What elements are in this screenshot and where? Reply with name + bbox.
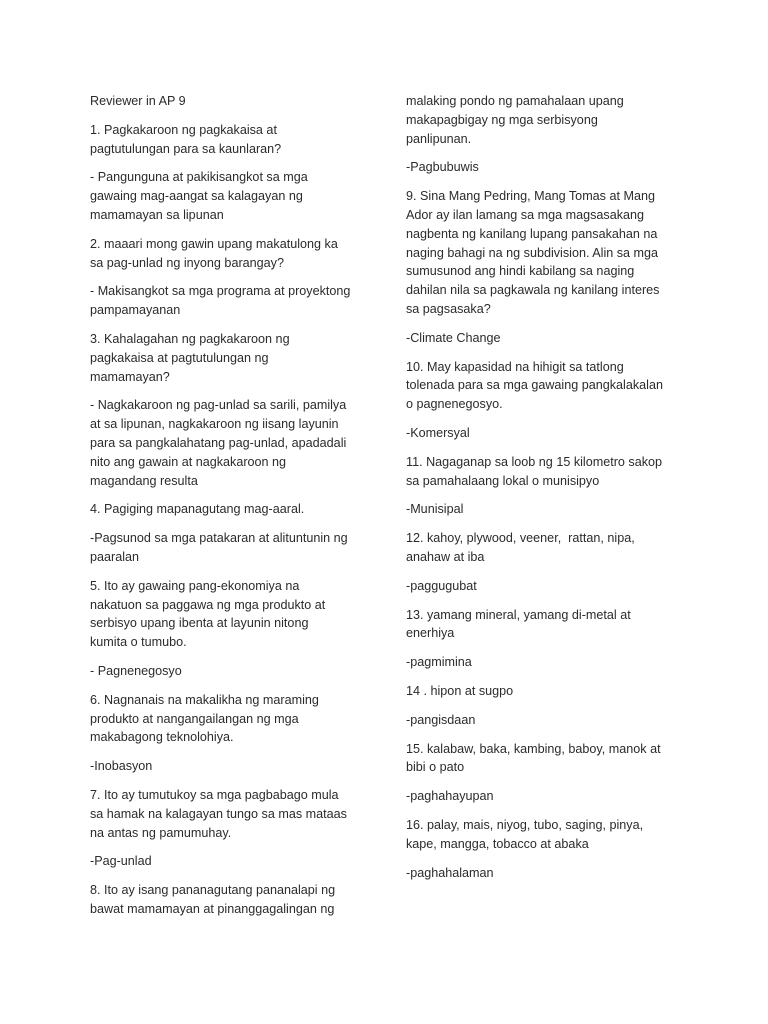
question-9: 9. Sina Mang Pedring, Mang Tomas at Mang Ador ay ilan lamang sa mga magsasakang nagbenta ng kanilang lupang pansakahan na naging bahagi na ng subdivision. Alin sa mga sumusunod ang hindi kabilang sa naging dahilan nila sa pagkawala ng kanilang interes sa pagsasaka? [406,189,660,316]
question-15: 15. kalabaw, baka, kambing, baboy, manok at bibi o pato [406,741,661,775]
answer-1: - Pangunguna at pakikisangkot sa mga gawaing mag-aangat sa kalagayan ng mamamayan sa lipunan [90,170,308,222]
question-4: 4. Pagiging mapanagutang mag-aaral. [90,502,305,517]
question-10: 10. May kapasidad na hihigit sa tatlong tolenada para sa mga gawaing pangkalakalan o pagnenegosyo. [406,359,663,412]
right-column [406,92,688,892]
answer-2: - Makisangkot sa mga programa at proyektong pampamayanan [90,284,351,318]
answer-9: -Climate Change [406,330,501,345]
question-14: 14 . hipon at sugpo [406,683,514,698]
question-8-start: 8. Ito ay isang pananagutang pananalapi ng bawat mamamayan at pinanggagalingan ng [90,883,336,916]
question-12: 12. kahoy, plywood, veener, rattan, nipa, anahaw at iba [406,531,635,564]
answer-7: -Pag-unlad [90,854,152,869]
question-5: 5. Ito ay gawaing pang-ekonomiya na nakatuon sa paggawa ng mga produkto at serbisyo upang ibenta at layunin nitong kumita o tumubo. [90,578,326,650]
answer-5: - Pagnenegosyo [90,663,182,678]
answer-10: -Komersyal [406,425,470,440]
answer-12: -paggugubat [406,578,477,593]
question-11: 11. Nagaganap sa loob ng 15 kilometro sakop sa pamahalaang lokal o munisipyo [406,454,663,488]
question-6: 6. Nagnanais na makalikha ng maraming produkto at nangangailangan ng mga makabagong teknolohiya. [90,692,319,745]
question-8-end: malaking pondo ng pamahalaan upang makapagbigay ng mga serbisyong panlipunan. [406,94,624,146]
answer-3: - Nagkakaroon ng pag-unlad sa sarili, pamilya at sa lipunan, nagkakaroon ng iisang layunin para sa pangkalahatang pag-unlad, apadadali nito ang gawain at nagkakaroon ng magandang resulta [90,398,347,488]
question-2: 2. maaari mong gawin upang makatulong ka sa pag-unlad ng inyong barangay? [90,236,338,270]
answer-15: -paghahayupan [406,789,494,804]
answer-14: -pangisdaan [406,712,476,727]
question-13: 13. yamang mineral, yamang di-metal at enerhiya [406,607,631,641]
title: Reviewer in AP 9 [90,94,186,108]
question-16: 16. palay, mais, niyog, tubo, saging, pinya, kape, mangga, tobacco at abaka [406,817,644,851]
answer-4: -Pagsunod sa mga patakaran at alituntunin ng paaralan [90,531,348,564]
answer-16: -paghahalaman [406,865,494,880]
answer-6: -Inobasyon [90,759,153,774]
left-column [90,92,370,929]
answer-11: -Munisipal [406,502,464,517]
question-7: 7. Ito ay tumutukoy sa mga pagbabago mula sa hamak na kalagayan tungo sa mas mataas na antas ng pamumuhay. [90,787,347,840]
question-3: 3. Kahalagahan ng pagkakaroon ng pagkakaisa at pagtutulungan ng mamamayan? [90,331,290,384]
answer-13: -pagmimina [406,655,472,670]
answer-8: -Pagbubuwis [406,160,479,175]
question-1: 1. Pagkakaroon ng pagkakaisa at pagtutulungan para sa kaunlaran? [90,122,282,156]
